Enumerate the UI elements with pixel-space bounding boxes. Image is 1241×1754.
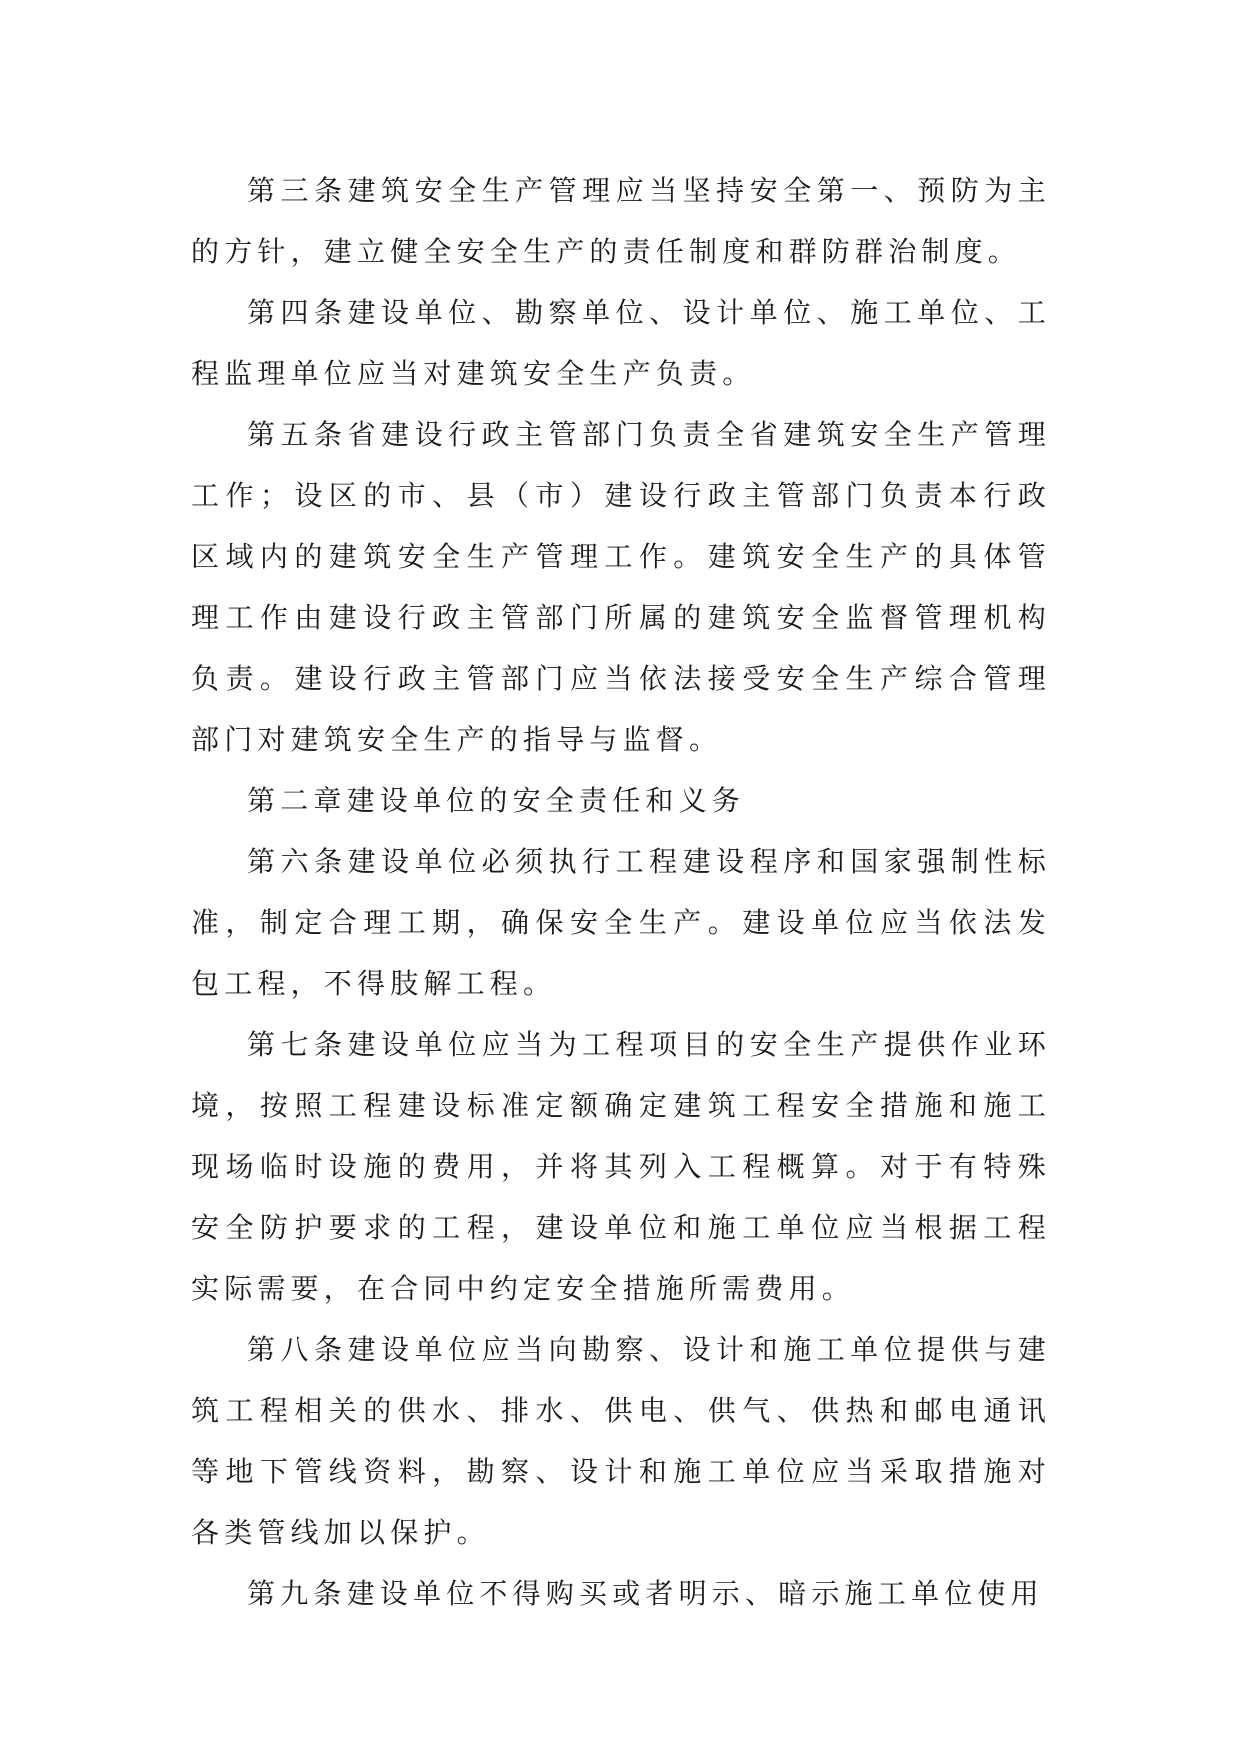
article-3-paragraph: 第三条建筑安全生产管理应当坚持安全第一、预防为主的方针，建立健全安全生产的责任制度和群防群治制度。 (191, 174, 1051, 268)
article-9-paragraph: 第九条建设单位不得购买或者明示、暗示施工单位使用 (247, 1577, 1044, 1610)
article-5-paragraph: 第五条省建设行政主管部门负责全省建筑安全生产管理工作；设区的市、县（市）建设行政主管部门负责本行政区域内的建筑安全生产管理工作。建筑安全生产的具体管理工作由建设行政主管部门所属的建筑安全监督管理机构负责。建设行政主管部门应当依法接受安全生产综合管理部门对建筑安全生产的指导与监督。 (191, 418, 1051, 756)
article-7-paragraph: 第七条建设单位应当为工程项目的安全生产提供作业环境，按照工程建设标准定额确定建筑工程安全措施和施工现场临时设施的费用，并将其列入工程概算。对于有特殊安全防护要求的工程，建设单位和施工单位应当根据工程实际需要，在合同中约定安全措施所需费用。 (191, 1028, 1051, 1305)
article-6-paragraph: 第六条建设单位必须执行工程建设程序和国家强制性标准，制定合理工期，确保安全生产。建设单位应当依法发包工程，不得肢解工程。 (191, 845, 1051, 1000)
article-8-paragraph: 第八条建设单位应当向勘察、设计和施工单位提供与建筑工程相关的供水、排水、供电、供气、供热和邮电通讯等地下管线资料，勘察、设计和施工单位应当采取措施对各类管线加以保护。 (191, 1333, 1051, 1549)
article-4-paragraph: 第四条建设单位、勘察单位、设计单位、施工单位、工程监理单位应当对建筑安全生产负责。 (191, 296, 1051, 390)
chapter-2-heading: 第二章建设单位的安全责任和义务 (247, 784, 746, 817)
document-body (191, 160, 1051, 1624)
